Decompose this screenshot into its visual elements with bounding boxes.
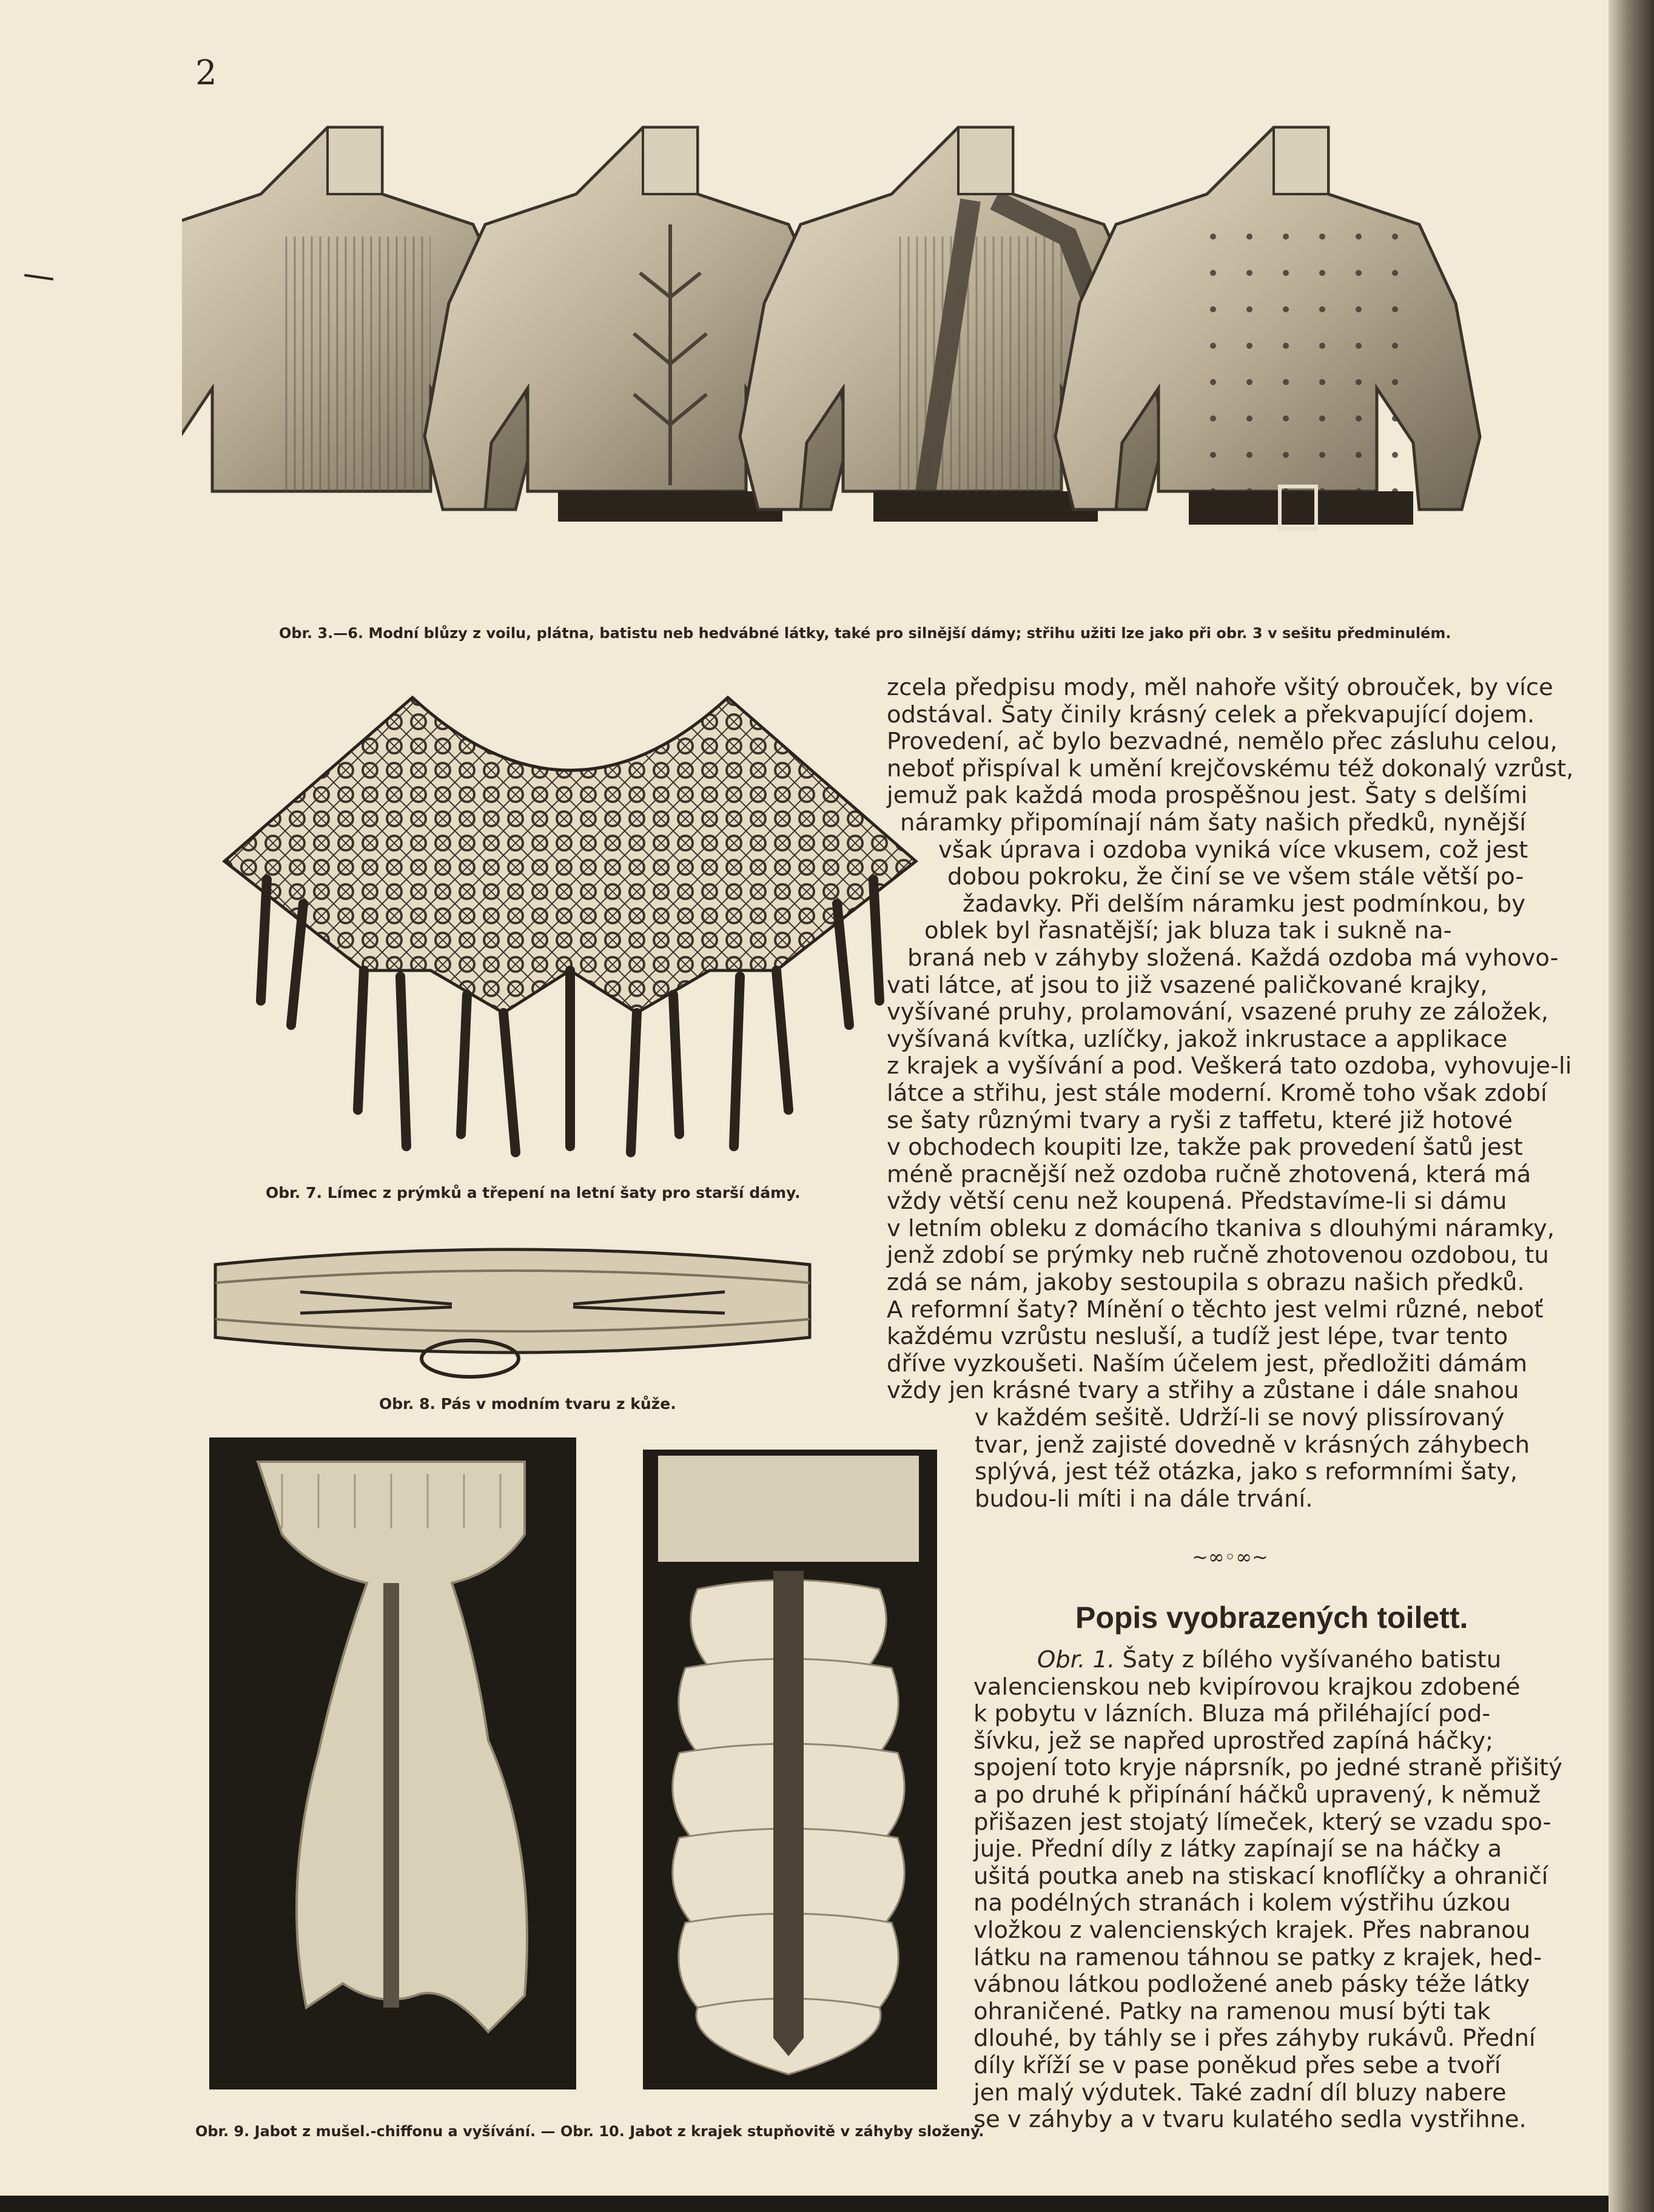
collar-illustration — [212, 685, 928, 1171]
text-line: díly kříží se v pase poněkud přes sebe a tvoří — [973, 2051, 1501, 2079]
text-line: v každém sešitě. Udrží-li se nový plissírovaný — [975, 1404, 1505, 1432]
belt-illustration — [209, 1240, 816, 1380]
text-line: na podélných stranách i kolem výstřihu úzkou — [973, 1889, 1511, 1917]
text-line: přišazen jest stojatý límeček, který se vzadu spo- — [973, 1808, 1551, 1836]
text-line: dříve vyzkoušeti. Naším účelem jest, předložiti dámám — [887, 1350, 1527, 1377]
text-line: ušitá poutka aneb na stiskací knoflíčky a ohraničí — [973, 1862, 1548, 1890]
margin-mark — [24, 274, 53, 281]
caption-jabots: Obr. 9. Jabot z mušel.-chiffonu a vyšívání. — Obr. 10. Jabot z krajek stupňovitě v záhyby složený. — [195, 2123, 984, 2140]
text-line: braná neb v záhyby složená. Každá ozdoba má vyhovo- — [907, 944, 1559, 972]
text-line: látku na ramenou táhnou se patky z krajek, hed- — [973, 1943, 1542, 1971]
text-line: vždy větší cenu než koupená. Představíme-li si dámu — [887, 1188, 1507, 1215]
page-binding-edge — [1609, 0, 1654, 2212]
jabot-chiffon-illustration — [209, 1437, 576, 2089]
article-column-top — [887, 674, 1573, 1513]
text-line: A reformní šaty? Mínění o těchto jest velmi různé, neboť — [887, 1296, 1544, 1323]
text-line: budou-li míti i na dále trvání. — [975, 1485, 1313, 1513]
text-line — [1037, 1647, 1562, 1674]
text-line-rest: Šaty z bílého vyšívaného batistu — [1122, 1646, 1502, 1673]
text-line: neboť přispíval k umění krejčovskému též dokonalý vzrůst, — [887, 755, 1574, 782]
section-ornament: ~∞◦∞~ — [1192, 1545, 1268, 1568]
text-line: látce a střihu, jest stále moderní. Kromě toho však zdobí — [887, 1079, 1547, 1107]
text-line: a po druhé k připínání háčků upravený, k němuž — [973, 1781, 1541, 1809]
article-column-bottom — [973, 1647, 1562, 2134]
text-line: šívku, jež se napřed uprostřed zapíná háčky; — [973, 1727, 1494, 1755]
text-line: spojení toto kryje náprsník, po jedné straně přišitý — [973, 1754, 1562, 1782]
text-line: vábnou látkou podložené aneb pásky téže látky — [973, 1971, 1530, 1999]
text-line: v letním obleku z domácího tkaniva s dlouhými náramky, — [887, 1214, 1555, 1242]
text-line: vyšívané pruhy, prolamování, vsazené pruhy ze záložek, — [887, 998, 1548, 1026]
text-line: ohraničené. Patky na ramenou musí býti tak — [973, 1997, 1491, 2025]
text-line: valencienskou neb kvipírovou krajkou zdobené — [973, 1673, 1521, 1701]
caption-belt: Obr. 8. Pás v modním tvaru z kůže. — [379, 1395, 676, 1413]
text-line: zcela předpisu mody, měl nahoře všitý obrouček, by více — [887, 674, 1553, 701]
blouses-illustration — [182, 115, 1516, 600]
text-line: dlouhé, by táhly se i přes záhyby rukávů. Přední — [973, 2025, 1536, 2052]
text-line: splývá, jest též otázka, jako s reformními šaty, — [975, 1458, 1518, 1486]
text-line: vložkou z valencienských krajek. Přes nabranou — [973, 1916, 1531, 1944]
text-line: odstával. Šaty činily krásný celek a překvapující dojem. — [887, 701, 1535, 728]
text-line: žadavky. Při delším náramku jest podmínkou, by — [963, 890, 1525, 918]
text-line: se šaty různými tvary a ryši z taffetu, které již hotové — [887, 1106, 1513, 1134]
text-line: zdá se nám, jakoby sestoupila s obrazu našich předků. — [887, 1269, 1525, 1297]
caption-blouses: Obr. 3.—6. Modní blůzy z voilu, plátna, batistu neb hedvábné látky, také pro silnější dámy; střihu užiti lze jako při obr. 3 v sešitu předminulém. — [279, 625, 1451, 642]
text-line: jenž zdobí se prýmky neb ručně zhotovenou ozdobou, tu — [887, 1242, 1549, 1269]
text-line: méně pracnější než ozdoba ručně zhotovená, která má — [887, 1160, 1531, 1188]
blouse-fig-6 — [1055, 127, 1480, 529]
text-line: náramky připomínají nám šaty našich předků, nynější — [900, 808, 1526, 836]
text-line: vyšívaná kvítka, uzlíčky, jakož inkrustace a applikace — [887, 1025, 1508, 1053]
text-line: vždy jen krásné tvary a střihy a zůstane i dále snahou — [887, 1377, 1519, 1405]
text-line: juje. Přední díly z látky zapínají se na háčky a — [973, 1835, 1502, 1863]
text-line: vati látce, ať jsou to již vsazené paličkované krajky, — [887, 971, 1488, 999]
text-line: v obchodech koupiti lze, takže pak provedení šatů jest — [887, 1134, 1523, 1161]
text-line: jemuž pak každá moda prospěšnou jest. Šaty s delšími — [887, 782, 1528, 810]
text-line: dobou pokroku, že činí se ve všem stále větší po- — [947, 863, 1524, 891]
text-line: tvar, jenž zajisté dovedně v krásných záhybech — [975, 1431, 1530, 1459]
figure-reference: Obr. 1. — [1037, 1646, 1115, 1673]
text-line: z krajek a vyšívání a pod. Veškerá tato ozdoba, vyhovuje-li — [887, 1052, 1572, 1080]
text-line: k pobytu v lázních. Bluza má přiléhající pod- — [973, 1700, 1491, 1728]
text-line: Provedení, ač bylo bezvadné, nemělo přec zásluhu celou, — [887, 728, 1558, 756]
text-line: jen malý výdutek. Také zadní díl bluzy nabere — [973, 2079, 1507, 2106]
caption-collar: Obr. 7. Límec z prýmků a třepení na letní šaty pro starší dámy. — [266, 1184, 801, 1202]
page-number: 2 — [195, 53, 217, 93]
text-line: se v záhyby a v tvaru kulatého sedla vystřihne. — [973, 2106, 1527, 2134]
section-heading: Popis vyobrazených toilett. — [1075, 1601, 1468, 1635]
text-line: oblek byl řasnatější; jak bluza tak i sukně na- — [924, 917, 1452, 945]
text-line: každému vzrůstu nesluší, a tudíž jest lépe, tvar tento — [887, 1323, 1508, 1351]
text-line: však úprava i ozdoba vyniká více vkusem, což jest — [938, 836, 1528, 864]
jabot-lace-illustration — [643, 1450, 937, 2089]
